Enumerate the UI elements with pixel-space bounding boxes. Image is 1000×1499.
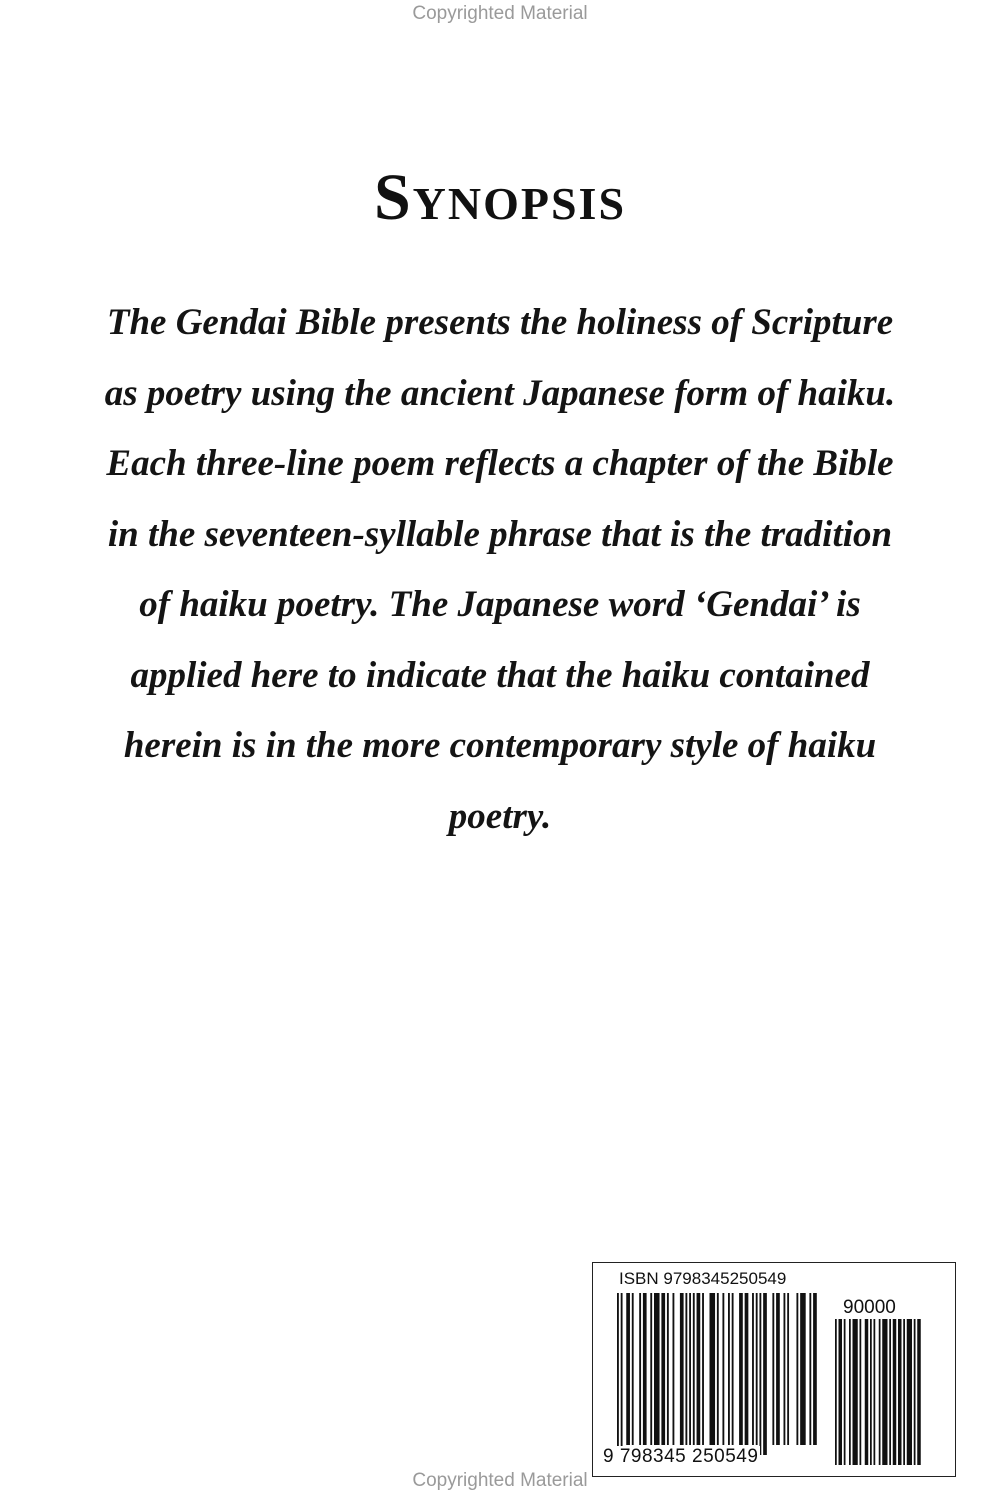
barcode-bar [874, 1319, 876, 1465]
barcode-bar [839, 1319, 843, 1465]
synopsis-line: as poetry using the ancient Japanese form of haiku. [104, 372, 896, 414]
barcode-bar [882, 1319, 887, 1465]
barcode-bar [809, 1293, 811, 1445]
barcode-bar [853, 1319, 858, 1465]
barcode-bar [722, 1293, 724, 1445]
barcode-bar [889, 1319, 891, 1465]
barcode-bar [673, 1293, 675, 1445]
barcode-bar [813, 1293, 817, 1445]
synopsis-line: poetry. [448, 795, 552, 837]
barcode-bar [784, 1293, 786, 1445]
barcode-bar [917, 1319, 921, 1465]
synopsis-line: Each three-line poem reflects a chapter of the Bible [106, 443, 894, 484]
synopsis-line: The Gendai Bible presents the holiness of Scripture [106, 302, 894, 343]
barcode-bar [693, 1293, 695, 1445]
isbn-label: ISBN 9798345250549 [619, 1269, 787, 1288]
barcode-bar [776, 1293, 780, 1445]
synopsis-line: in the seventeen-syllable phrase that is the tradition [107, 513, 893, 555]
barcode-bar [759, 1293, 761, 1455]
barcode-bar [787, 1293, 789, 1445]
barcode-bar [680, 1293, 684, 1445]
barcode-bar [702, 1293, 704, 1445]
synopsis-text [50, 288, 950, 852]
barcode-bar [739, 1293, 743, 1445]
barcode-bar [689, 1293, 691, 1445]
barcode-bar [796, 1293, 798, 1445]
barcode-bar [728, 1293, 730, 1445]
barcode-bar [654, 1293, 660, 1445]
barcode-bar [661, 1293, 665, 1445]
barcode-bar [697, 1293, 701, 1445]
barcode-digits: 9 798345 250549 [603, 1446, 759, 1467]
barcode-bar [844, 1319, 846, 1465]
barcode-bar [903, 1319, 905, 1465]
barcode-bar [879, 1319, 881, 1465]
barcode-bar [617, 1293, 619, 1455]
barcode-bar [643, 1293, 647, 1445]
barcode-bar [893, 1319, 897, 1465]
watermark-bottom: Copyrighted Material [412, 1470, 588, 1491]
barcode-bar [732, 1293, 734, 1445]
watermark-top: Copyrighted Material [412, 3, 588, 24]
price-code: 90000 [843, 1297, 896, 1318]
barcode-bar [860, 1319, 862, 1465]
isbn-barcode [592, 1262, 956, 1477]
addon-barcode-bars [835, 1319, 935, 1469]
synopsis-line: of haiku poetry. The Japanese word ‘Gendai’ is [139, 584, 861, 625]
barcode-bar [685, 1293, 687, 1445]
barcode-bar [756, 1293, 758, 1445]
ean-barcode-bars [617, 1293, 817, 1461]
synopsis-line: applied here to indicate that the haiku contained [130, 654, 870, 696]
barcode-bar [763, 1293, 767, 1455]
barcode-bar [800, 1293, 806, 1445]
barcode-bar [639, 1293, 641, 1445]
barcode-bar [914, 1319, 916, 1465]
page-title: Synopsis [373, 161, 627, 234]
barcode-bar [907, 1319, 912, 1465]
barcode-bar [717, 1293, 719, 1445]
barcode-bar [898, 1319, 902, 1465]
barcode-bar [752, 1293, 754, 1445]
synopsis-line: herein is in the more contemporary style of haiku [123, 725, 877, 766]
barcode-bar [632, 1293, 634, 1445]
barcode-bar [621, 1293, 623, 1455]
barcode-bar [772, 1293, 774, 1445]
barcode-bar [745, 1293, 749, 1445]
barcode-bar [650, 1293, 652, 1445]
barcode-bar [710, 1293, 716, 1445]
barcode-bar [835, 1319, 837, 1465]
barcode-bar [849, 1319, 851, 1465]
barcode-bar [626, 1293, 630, 1445]
barcode-bar [870, 1319, 872, 1465]
barcode-bar [667, 1293, 669, 1445]
barcode-bar [865, 1319, 869, 1465]
